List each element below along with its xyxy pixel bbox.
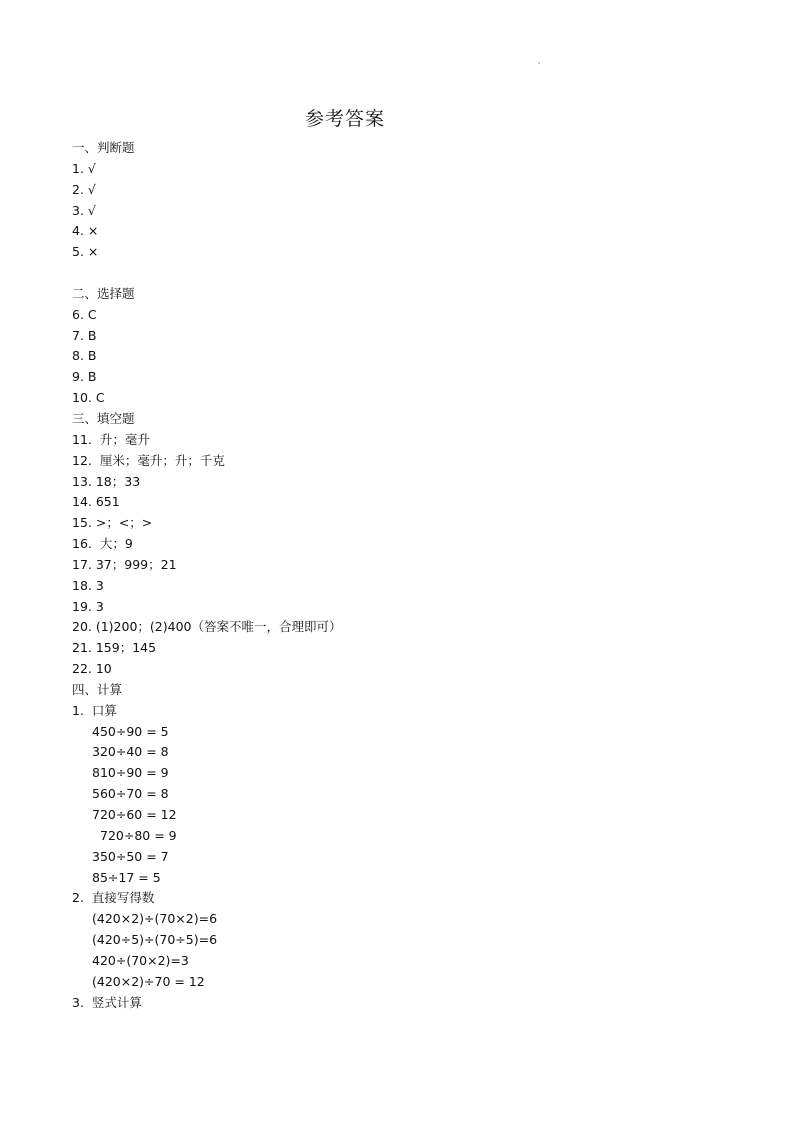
calc-line: 450÷90 = 5 bbox=[92, 723, 169, 739]
spacer bbox=[72, 263, 752, 284]
answer-line: 3. √ bbox=[72, 202, 96, 218]
subsection-label-oral: 1. 口算 bbox=[72, 702, 117, 718]
page-title: 参考答案 bbox=[304, 108, 385, 130]
answer-line: 10. C bbox=[72, 390, 105, 406]
calc-line: (420×2)÷70 = 12 bbox=[92, 973, 205, 989]
calc-line: 720÷80 = 9 bbox=[100, 827, 177, 843]
answer-line: 12. 厘米；毫升；升；千克 bbox=[72, 452, 225, 468]
calc-line: 320÷40 = 8 bbox=[92, 744, 169, 760]
answer-line: 20. (1)200；(2)400（答案不唯一，合理即可） bbox=[72, 619, 342, 635]
calc-line: 350÷50 = 7 bbox=[92, 848, 169, 864]
scan-speck bbox=[538, 62, 540, 64]
answer-line: 17. 37；999；21 bbox=[72, 556, 177, 572]
answer-content bbox=[72, 138, 752, 1013]
section-heading-choice: 二、选择题 bbox=[72, 285, 135, 301]
calc-line: 85÷17 = 5 bbox=[92, 869, 161, 885]
calc-line: 720÷60 = 12 bbox=[92, 807, 177, 822]
section-heading-fill: 三、填空题 bbox=[72, 410, 135, 426]
answer-line: 1. √ bbox=[72, 160, 96, 176]
subsection-label-vertical: 3. 竖式计算 bbox=[72, 994, 142, 1010]
answer-line: 18. 3 bbox=[72, 577, 104, 593]
calc-line: (420÷5)÷(70÷5)=6 bbox=[92, 932, 218, 948]
answer-line: 5. × bbox=[72, 244, 99, 260]
answer-line: 14. 651 bbox=[72, 494, 120, 510]
answer-line: 15. >；<；> bbox=[72, 515, 153, 531]
section-heading-calc: 四、计算 bbox=[72, 681, 123, 697]
answer-line: 2. √ bbox=[72, 181, 96, 197]
calc-line: (420×2)÷(70×2)=6 bbox=[92, 911, 218, 927]
answer-line: 22. 10 bbox=[72, 661, 112, 677]
answer-line: 21. 159；145 bbox=[72, 640, 157, 656]
answer-line: 8. B bbox=[72, 348, 97, 364]
calc-line: 560÷70 = 8 bbox=[92, 786, 169, 802]
answer-line: 19. 3 bbox=[72, 598, 104, 614]
subsection-label-direct: 2. 直接写得数 bbox=[72, 890, 155, 906]
answer-line: 7. B bbox=[72, 327, 97, 343]
calc-line: 810÷90 = 9 bbox=[92, 765, 169, 781]
answer-line: 13. 18；33 bbox=[72, 473, 141, 489]
calc-line: 420÷(70×2)=3 bbox=[92, 952, 189, 968]
answer-line: 4. × bbox=[72, 223, 99, 239]
answer-line: 16. 大；9 bbox=[72, 536, 133, 552]
answer-line: 6. C bbox=[72, 306, 97, 322]
section-heading-judgment: 一、判断题 bbox=[72, 140, 135, 155]
answer-line: 9. B bbox=[72, 369, 97, 385]
answer-line: 11. 升；毫升 bbox=[72, 431, 150, 447]
